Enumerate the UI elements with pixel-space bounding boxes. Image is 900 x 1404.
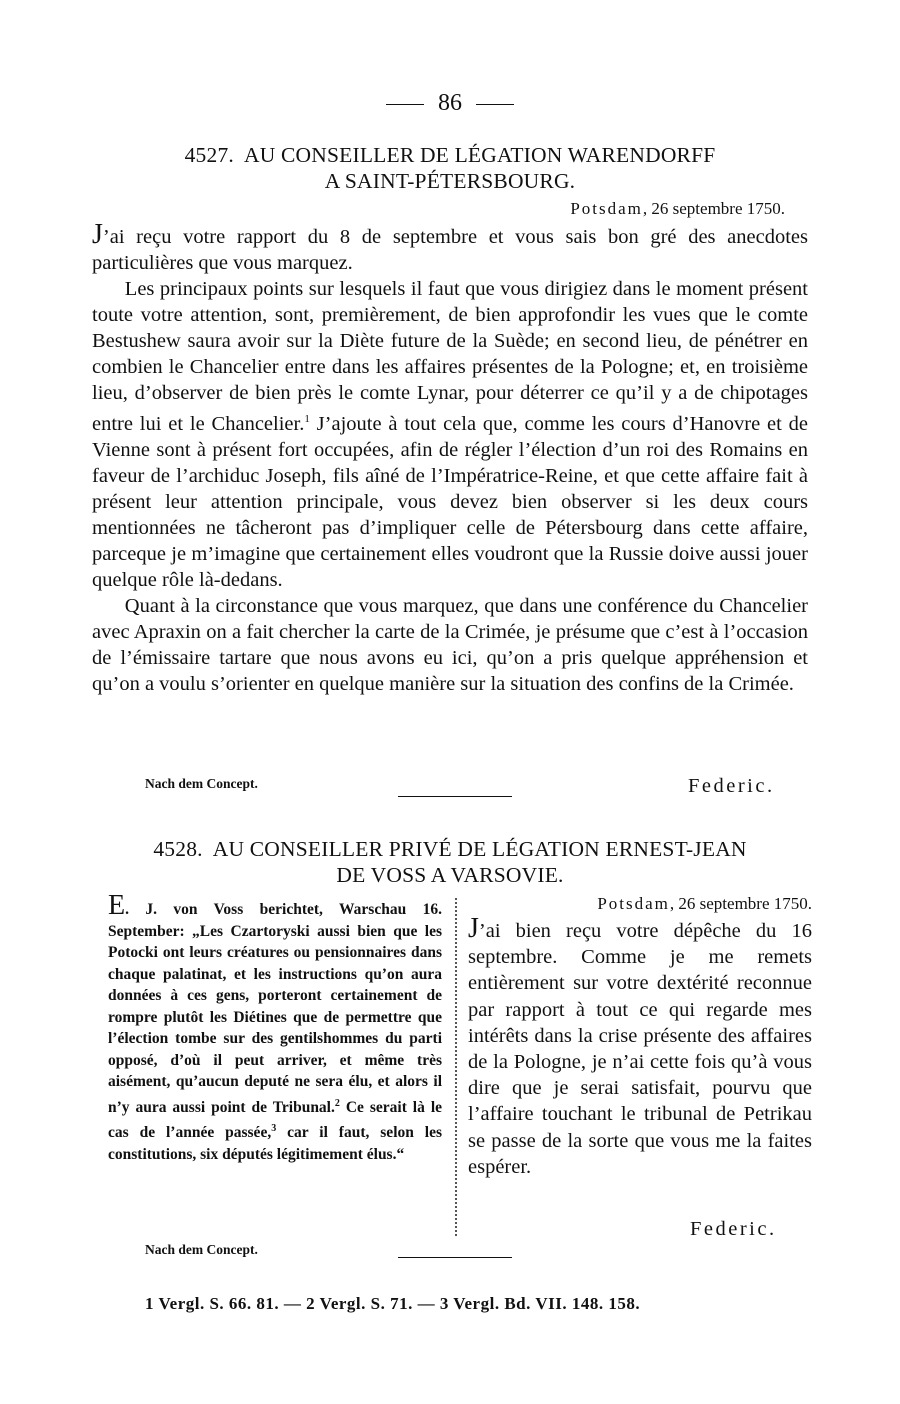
letter2-place: Potsdam bbox=[597, 894, 670, 913]
letter1-heading bbox=[92, 142, 808, 194]
letter1-body bbox=[92, 219, 808, 697]
letter2-divider bbox=[398, 1257, 512, 1258]
letter2-dateline bbox=[597, 894, 812, 914]
column-divider bbox=[455, 898, 457, 1236]
letter2-heading bbox=[92, 836, 808, 888]
letter1-p1-text: ’ai reçu votre rapport du 8 de septembre et vous sais bon gré des anecdotes particulières que vous marquez. bbox=[92, 226, 808, 274]
letter2-summary-mid: Ce serait là le cas de l’année passée, bbox=[108, 1098, 442, 1142]
letter1-heading-text: AU CONSEILLER DE LÉGATION WARENDORFF bbox=[243, 143, 716, 167]
letter1-heading-line1 bbox=[92, 142, 808, 168]
letter2-heading-line1 bbox=[92, 836, 808, 862]
page-number bbox=[0, 90, 900, 117]
page-number-dash-right bbox=[476, 104, 514, 105]
letter1-date: , 26 septembre 1750. bbox=[642, 199, 785, 218]
letter2-source: Nach dem Concept. bbox=[145, 1242, 258, 1257]
footnote-ref-3: 3 bbox=[271, 1123, 277, 1135]
footnote-ref-2: 2 bbox=[334, 1097, 340, 1109]
letter1-initial: J bbox=[92, 219, 103, 250]
letter1-paragraph-3 bbox=[92, 593, 808, 697]
letter1-number: 4527. bbox=[184, 143, 234, 167]
letter1-place: Potsdam bbox=[570, 199, 643, 218]
letter2-heading-line2: DE VOSS A VARSOVIE. bbox=[336, 863, 564, 887]
letter1-signature: Federic. bbox=[688, 775, 775, 797]
letter1-p3-text: Quant à la circonstance que vous marquez, que dans une conférence du Chancelier avec Apraxin on a fait chercher la carte de la Crimée, je présume que c’est à l’occasion de l’émissaire tartare que nous avons eu ici, qu’on a pris quelque appréhension et qu’on a voulu s’orienter en quelque manière sur la situation des confins de la Crimée. bbox=[92, 594, 808, 695]
letter2-initial: J bbox=[468, 913, 479, 944]
letter1-p2-cont: J’ajoute à tout cela que, comme les cours d’Hanovre et de Vienne sont à présent fort occupées, afin de régler l’élection d’un roi des Romains en faveur de l’archiduc Joseph, fils aîné de l’Impératrice-Reine, et que cette affaire fait à présent leur attention principale, vous devez bien observer si les deux cours mentionnées ne tâcheront pas d’impliquer celle de Pétersbourg dans cette affaire, parceque je m’imagine que certainement elles voudront que la Russie doive aussi jouer quelque rôle là-dedans. bbox=[92, 412, 808, 591]
letter1-heading-line2: A SAINT-PÉTERSBOURG. bbox=[324, 169, 576, 193]
letter1-dateline bbox=[570, 199, 785, 219]
letter2-summary bbox=[108, 890, 443, 1165]
letter2-heading-text: AU CONSEILLER PRIVÉ DE LÉGATION ERNEST-JEAN bbox=[212, 837, 747, 861]
letter2-body bbox=[468, 913, 812, 1180]
letter1-paragraph-1 bbox=[92, 219, 808, 276]
letter2-signature: Federic. bbox=[690, 1218, 777, 1240]
letter2-number: 4528. bbox=[153, 837, 203, 861]
letter1-paragraph-2 bbox=[92, 276, 808, 593]
letter2-summary-end: car il faut, selon les constitutions, six députés légitimement élus.“ bbox=[108, 1124, 443, 1163]
letter2-text: ’ai bien reçu votre dépêche du 16 septembre. Comme je me remets entièrement sur votre dextérité reconnue par rapport à tout ce qui regarde mes intérêts dans la crise présente des affaires de la Pologne, je n’ai cette fois qu’à vous dire que je serai satisfait, pourvu que l’affaire touchant le tribunal de Petrikau se passe de la sorte que vous me la faites espérer. bbox=[468, 920, 812, 1178]
page-number-text: 86 bbox=[438, 90, 462, 116]
letter1-divider bbox=[398, 796, 512, 797]
footnotes: 1 Vergl. S. 66. 81. — 2 Vergl. S. 71. — 3 Vergl. Bd. VII. 148. 158. bbox=[145, 1294, 641, 1313]
letter2-summary-text: . J. von Voss berichtet, Warschau 16. September: „Les Czartoryski aussi bien que les Potocki ont leurs créatures ou pensionnaires dans chaque palatinat, et les instructions qu’on aura données à ces gens, porteront certainement de rompre plutôt les Diétines que de permettre que l’élection tombe sur des gentilshommes du parti opposé, d’où il peut arriver, et même très aisément, qu’aucun deputé ne sera élu, et alors il n’y aura aussi point de Tribunal. bbox=[108, 901, 442, 1116]
footnote-ref-1: 1 bbox=[304, 413, 310, 425]
letter1-source: Nach dem Concept. bbox=[145, 776, 258, 791]
letter2-summary-initial: E bbox=[108, 890, 126, 921]
page-number-dash-left bbox=[386, 104, 424, 105]
letter1-p2-text: Les principaux points sur lesquels il faut que vous dirigiez dans le moment présent toute votre attention, sont, premièrement, de bien approfondir les vues que le comte Bestushew saura avoir sur la Diète future de la Suède; en second lieu, de pénétrer en combien le Chancelier entre dans les affaires présentes de la Pologne; et, en troisième lieu, d’observer de bien près le comte Lynar, pour déterrer ce qu’il y a de chipotages entre lui et le Chancelier. bbox=[92, 278, 808, 435]
letter2-date: , 26 septembre 1750. bbox=[669, 894, 812, 913]
